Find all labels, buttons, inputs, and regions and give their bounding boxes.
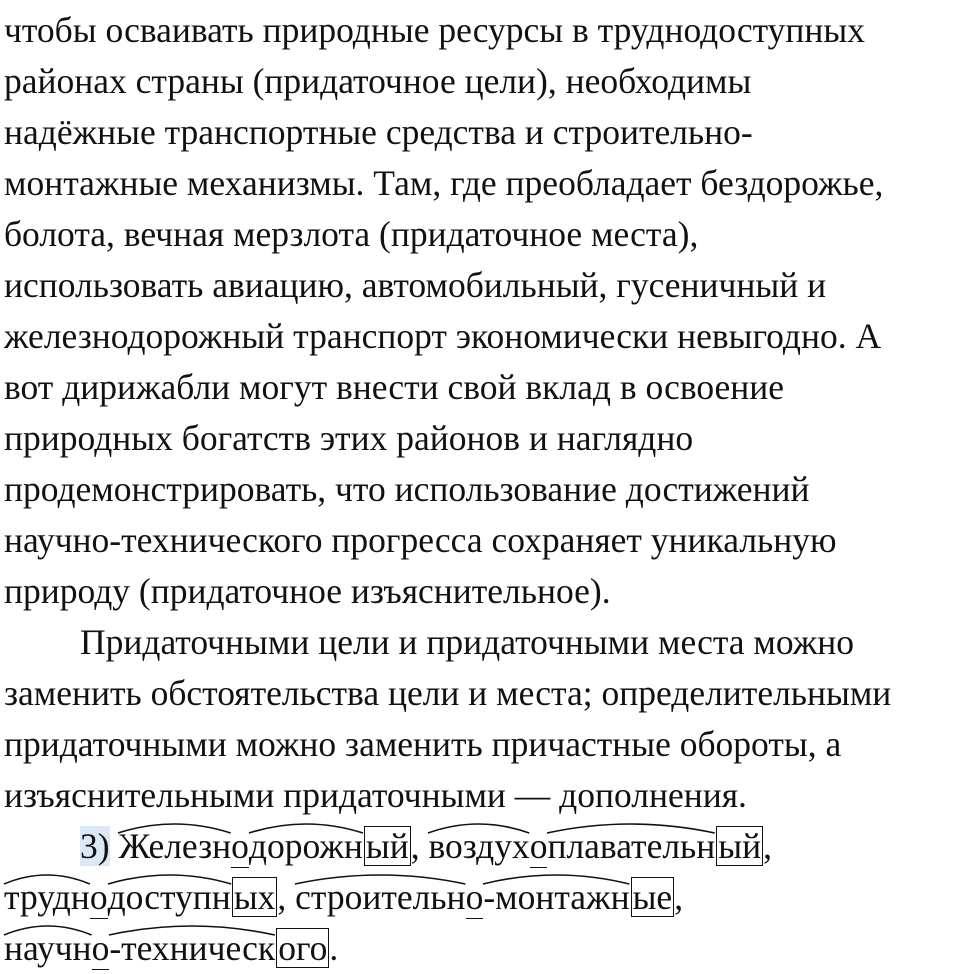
punctuation: , <box>277 877 287 917</box>
text-line: вот дирижабли могут внести свой вклад в освоение <box>4 367 785 407</box>
text-line: монтажные механизмы. Там, где преобладает бездорожье, <box>4 163 884 203</box>
linking-vowel: о <box>231 821 249 872</box>
root-morpheme: строительн <box>295 872 465 923</box>
root-morpheme: -техническ <box>109 923 275 974</box>
text-line: надёжные транспортные средства и строительно- <box>4 112 753 152</box>
item-3-line-2 <box>4 872 683 923</box>
annotated-word <box>295 872 674 923</box>
linking-vowel: о <box>530 821 548 872</box>
item-number: 3) <box>80 826 110 866</box>
ending-box: ый <box>718 826 762 866</box>
ending-box: ые <box>632 877 673 917</box>
punctuation: , <box>763 826 772 866</box>
punctuation: , <box>410 826 420 866</box>
linking-vowel: о <box>90 872 108 923</box>
root-arc-mark <box>108 870 231 886</box>
root-arc-mark <box>118 819 231 835</box>
item-3-line-1 <box>80 821 772 872</box>
root-morpheme: плавательн <box>547 821 715 872</box>
item-3-line-3 <box>4 923 338 974</box>
ending-morpheme <box>715 821 763 872</box>
root-arc-mark <box>483 870 629 886</box>
root-arc-mark <box>547 819 715 835</box>
ending-box: ых <box>233 877 276 917</box>
root-arc-mark <box>295 870 465 886</box>
ending-box: ого <box>278 928 328 968</box>
root-morpheme: -монтажн <box>483 872 629 923</box>
root-morpheme: Железн <box>118 821 231 872</box>
ending-morpheme <box>630 872 675 923</box>
text-line: железнодорожный транспорт экономически невыгодно. А <box>4 316 882 356</box>
text-line: научно-технического прогресса сохраняет уникальную <box>4 520 837 560</box>
root-morpheme: дорожн <box>249 821 363 872</box>
root-arc-mark <box>4 921 92 937</box>
linking-vowel-underline <box>530 867 548 868</box>
linking-vowel-underline <box>90 918 108 919</box>
text-line: придаточными можно заменить причастные обороты, а <box>4 724 842 764</box>
linking-vowel: о <box>92 923 110 974</box>
annotated-word <box>4 872 277 923</box>
text-line: районах страны (придаточное цели), необходимы <box>4 61 752 101</box>
text-line: болота, вечная мерзлота (придаточное места), <box>4 214 699 254</box>
linking-vowel-underline <box>466 918 484 919</box>
linking-vowel: о <box>466 872 484 923</box>
text-line: природных богатств этих районов и наглядно <box>4 418 694 458</box>
punctuation: , <box>674 877 684 917</box>
root-arc-mark <box>4 870 90 886</box>
text-line: продемонстрировать, что использование достижений <box>4 469 810 509</box>
root-morpheme: трудн <box>4 872 90 923</box>
ending-morpheme <box>275 923 329 974</box>
ending-box: ый <box>365 826 409 866</box>
text-line: Придаточными цели и придаточными места можно <box>80 622 855 662</box>
text-line: использовать авиацию, автомобильный, гусеничный и <box>4 265 827 305</box>
root-morpheme: доступн <box>108 872 231 923</box>
text-line: заменить обстоятельства цели и места; определительными <box>4 673 892 713</box>
root-arc-mark <box>109 921 275 937</box>
annotated-word <box>428 821 763 872</box>
linking-vowel-underline <box>231 867 249 868</box>
text-line: изъяснительными придаточными — дополнения. <box>4 775 747 815</box>
text-line: чтобы осваивать природные ресурсы в труднодоступных <box>4 10 866 50</box>
root-arc-mark <box>249 819 363 835</box>
text-line: природу (придаточное изъяснительное). <box>4 571 611 611</box>
root-morpheme: научн <box>4 923 92 974</box>
ending-morpheme <box>363 821 411 872</box>
annotated-word <box>4 923 329 974</box>
annotated-word <box>118 821 410 872</box>
root-morpheme: воздух <box>428 821 529 872</box>
root-arc-mark <box>428 819 529 835</box>
ending-morpheme <box>231 872 278 923</box>
punctuation: . <box>329 928 339 968</box>
linking-vowel-underline <box>92 969 110 970</box>
